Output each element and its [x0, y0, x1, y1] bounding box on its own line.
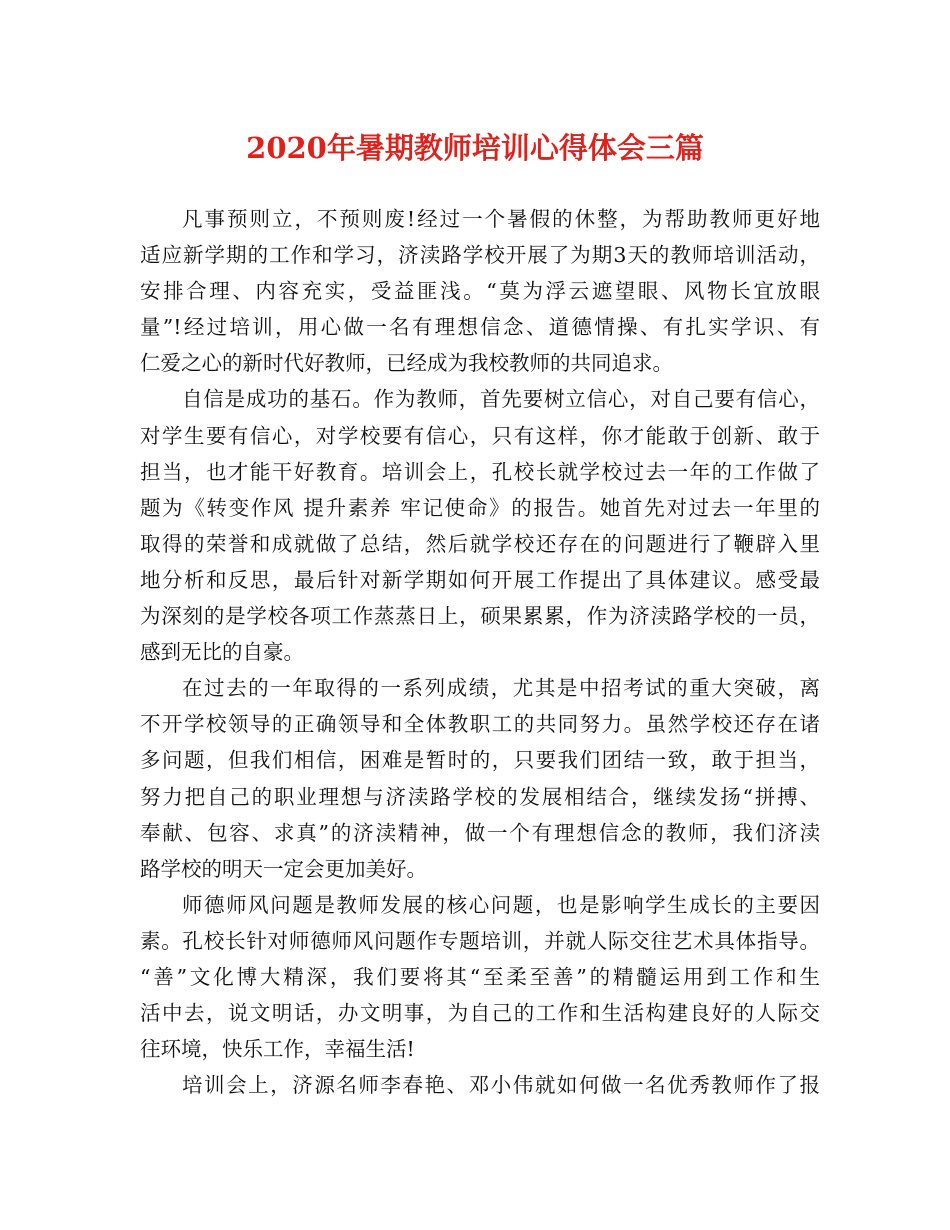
text-line: 培训会上，济源名师李春艳、邓小伟就如何做一名优秀教师作了报	[182, 1073, 820, 1098]
text-line: 对学生要有信心，对学校要有信心，只有这样，你才能敢于创新、敢于	[140, 423, 820, 448]
paragraph	[140, 201, 820, 381]
text-line: 为深刻的是学校各项工作蒸蒸日上，硕果累累，作为济渎路学校的一员，	[140, 604, 820, 629]
text-line: 多问题，但我们相信，困难是暂时的，只要我们团结一致，敢于担当，	[140, 748, 820, 773]
document-body	[140, 201, 820, 1103]
text-line: 量”!经过培训，用心做一名有理想信念、道德情操、有扎实学识、有	[140, 315, 820, 340]
text-line: 凡事预则立，不预则废!经过一个暑假的休整，为帮助教师更好地	[182, 207, 820, 231]
text-line: 师德师风问题是教师发展的核心问题，也是影响学生成长的主要因	[182, 892, 820, 917]
text-line: 取得的荣誉和成就做了总结，然后就学校还存在的问题进行了鞭辟入里	[140, 531, 820, 556]
text-line: 往环境，快乐工作，幸福生活!	[140, 1037, 415, 1062]
text-line: 感到无比的自豪。	[140, 640, 304, 665]
text-line: 地分析和反思，最后针对新学期如何开展工作提出了具体建议。感受最	[140, 567, 820, 592]
paragraph	[140, 1067, 820, 1103]
paragraph	[140, 670, 820, 887]
paragraph	[140, 381, 820, 670]
text-line: 题为《转变作风 提升素养 牢记使命》的报告。她首先对过去一年里的	[140, 495, 820, 520]
text-line: 担当，也才能干好教育。培训会上，孔校长就学校过去一年的工作做了	[140, 459, 820, 484]
text-line: 适应新学期的工作和学习，济渎路学校开展了为期3天的教师培训活动，	[140, 243, 820, 268]
document-title: 2020年暑期教师培训心得体会三篇	[246, 131, 704, 165]
text-line: 努力把自己的职业理想与济渎路学校的发展相结合，继续发扬“拼搏、	[140, 784, 820, 809]
text-line: 奉献、包容、求真”的济渎精神，做一个有理想信念的教师，我们济渎	[140, 820, 820, 845]
text-line: 安排合理、内容充实，受益匪浅。“莫为浮云遮望眼、风物长宜放眼	[140, 279, 820, 304]
text-line: “善”文化博大精深，我们要将其“至柔至善”的精髓运用到工作和生	[140, 964, 820, 989]
text-line: 不开学校领导的正确领导和全体教职工的共同努力。虽然学校还存在诸	[140, 712, 820, 737]
text-line: 活中去，说文明话，办文明事，为自己的工作和生活构建良好的人际交	[140, 1001, 820, 1026]
text-line: 在过去的一年取得的一系列成绩，尤其是中招考试的重大突破，离	[182, 676, 820, 701]
text-line: 路学校的明天一定会更加美好。	[140, 856, 427, 881]
text-line: 素。孔校长针对师德师风问题作专题培训，并就人际交往艺术具体指导。	[140, 928, 820, 953]
paragraph	[140, 887, 820, 1067]
text-line: 自信是成功的基石。作为教师，首先要树立信心，对自己要有信心，	[182, 387, 820, 412]
text-line: 仁爱之心的新时代好教师，已经成为我校教师的共同追求。	[140, 351, 673, 376]
